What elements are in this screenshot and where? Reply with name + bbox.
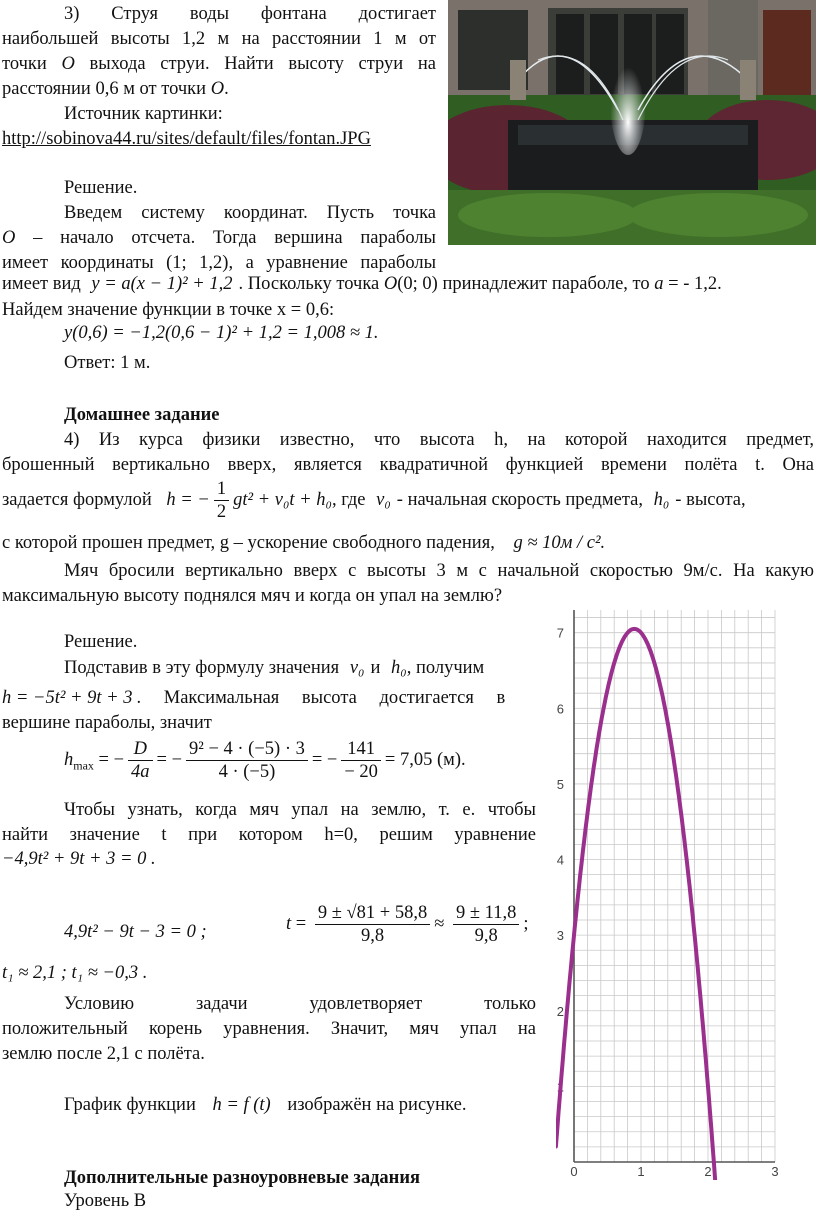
formula-h-subst: h = −5t² + 9t + 3 (2, 688, 133, 708)
solution3-line1: Введем систему координат. Пусть точка (64, 203, 436, 223)
solution3-heading: Решение. (64, 178, 138, 198)
solution4-line3: вершине параболы, значит (2, 713, 212, 733)
fraction-half: $\frac{1}{2}$ (214, 478, 229, 523)
x-tick-label: 1 (637, 1164, 645, 1179)
homework-line6: максимальную высоту поднялся мяч и когда он упал на землю? (2, 586, 503, 606)
g-value: g ≈ 10м / с². (513, 533, 606, 553)
source-label: Источник картинки: (64, 104, 223, 124)
solution3-line2: O – начало отсчета. Тогда вершина параболы (2, 228, 436, 248)
fountain-photo (448, 0, 816, 245)
problem3-line4: расстоянии 0,6 м от точки O. (2, 79, 229, 99)
problem3-line3: точки O выхода струи. Найти высоту струи на (2, 54, 436, 74)
homework-line4: с которой прошен предмет, g – ускорение свободного падения, g ≈ 10м / с². (2, 533, 606, 553)
source-link[interactable]: http://sobinova44.ru/sites/default/files/fontan.JPG (2, 129, 371, 149)
problem3-line1: 3) Струя воды фонтана достигает (64, 4, 436, 24)
parabola-curve (556, 629, 718, 1180)
problem3-line2: наибольшей высоты 1,2 м на расстоянии 1 м от (2, 29, 436, 49)
formula-h: h = − (166, 490, 210, 510)
y-tick-label: 5 (556, 776, 564, 792)
parabola-graph (556, 602, 816, 1180)
homework-line2: брошенный вертикально вверх, является квадратичной функцией времени полёта t. Она (2, 455, 814, 475)
x-tick-label: 0 (570, 1164, 578, 1179)
formula-hmax: $h_{max}$ = − $\frac{D}{4a}$ = − $\frac{\text{9² − 4 · (−5) · 3}}{4 \cdot (-5)}$ = − $\frac{141}{- 20}$ = 7,05 (м). (64, 739, 466, 782)
y-tick-label: 7 (556, 625, 564, 641)
y-tick-label: 1 (556, 1079, 564, 1095)
solution4-heading: Решение. (64, 632, 138, 652)
x-tick-label: 2 (704, 1164, 712, 1179)
equation-2: 4,9t² − 9t − 3 = 0 ; (64, 922, 207, 942)
homework-line1: 4) Из курса физики известно, что высота h, на которой находится предмет, (64, 430, 814, 450)
homework-line3: задается формулой h = − $\frac{1}{2}$ gt² + v₀t + h₀, где v₀ - начальная скорость предмета, h₀ - высота, (2, 479, 746, 523)
y-tick-label: 4 (556, 852, 564, 868)
conclusion-line3: землю после 2,1 с полёта. (2, 1044, 205, 1064)
y-tick-label: 6 (556, 701, 564, 717)
y-tick-label: 3 (556, 928, 564, 944)
y-tick-label: 2 (556, 1003, 564, 1019)
extra-heading: Дополнительные разноуровневые задания (64, 1168, 420, 1188)
homework-line5: Мяч бросили вертикально вверх с высоты 3 м с начальной скоростью 9м/с. На какую (64, 561, 814, 581)
roots-values: t₁ ≈ 2,1 ; t₁ ≈ −0,3 . (2, 963, 148, 983)
solution4-line2: h = −5t² + 9t + 3 . Максимальная высота достигается в (2, 688, 506, 708)
solution4-line1: Подставив в эту формулу значения v₀ и h₀, получим (64, 658, 485, 678)
solution4-line4: Чтобы узнать, когда мяч упал на землю, т. е. чтобы (64, 800, 536, 820)
answer3: Ответ: 1 м. (64, 353, 151, 373)
solution3-line3: имеет координаты (1; 1,2), а уравнение параболы (2, 253, 436, 273)
graph-caption: График функции h = f (t) изображён на рисунке. (64, 1095, 467, 1115)
conclusion-line1: Условию задачи удовлетворяет только (64, 994, 536, 1014)
solution3-line4: имеет вид y = a(x − 1)² + 1,2 . Поскольку точка O(0; 0) принадлежит параболе, то a = - 1,2. (2, 274, 722, 294)
solution4-line5: найти значение t при котором h=0, решим уравнение (2, 825, 536, 845)
conclusion-line2: положительный корень уравнения. Значит, мяч упал на (2, 1019, 536, 1039)
extra-level: Уровень В (64, 1191, 147, 1211)
solution3-line5: Найдем значение функции в точке x = 0,6: (2, 300, 335, 320)
x-tick-label: 3 (771, 1164, 779, 1179)
formula-roots: t = $\frac{9 \pm √81 + 58,8}{9,8}$ ≈ $\frac{9 \pm 11,8}{9,8}$ ; (286, 903, 529, 946)
homework-heading: Домашнее задание (64, 405, 220, 425)
equation-1: −4,9t² + 9t + 3 = 0 . (2, 849, 156, 869)
formula-y06: y(0,6) = −1,2(0,6 − 1)² + 1,2 = 1,008 ≈ 1. (64, 323, 379, 343)
formula-parabola: y = a(x − 1)² + 1,2 (91, 274, 233, 294)
